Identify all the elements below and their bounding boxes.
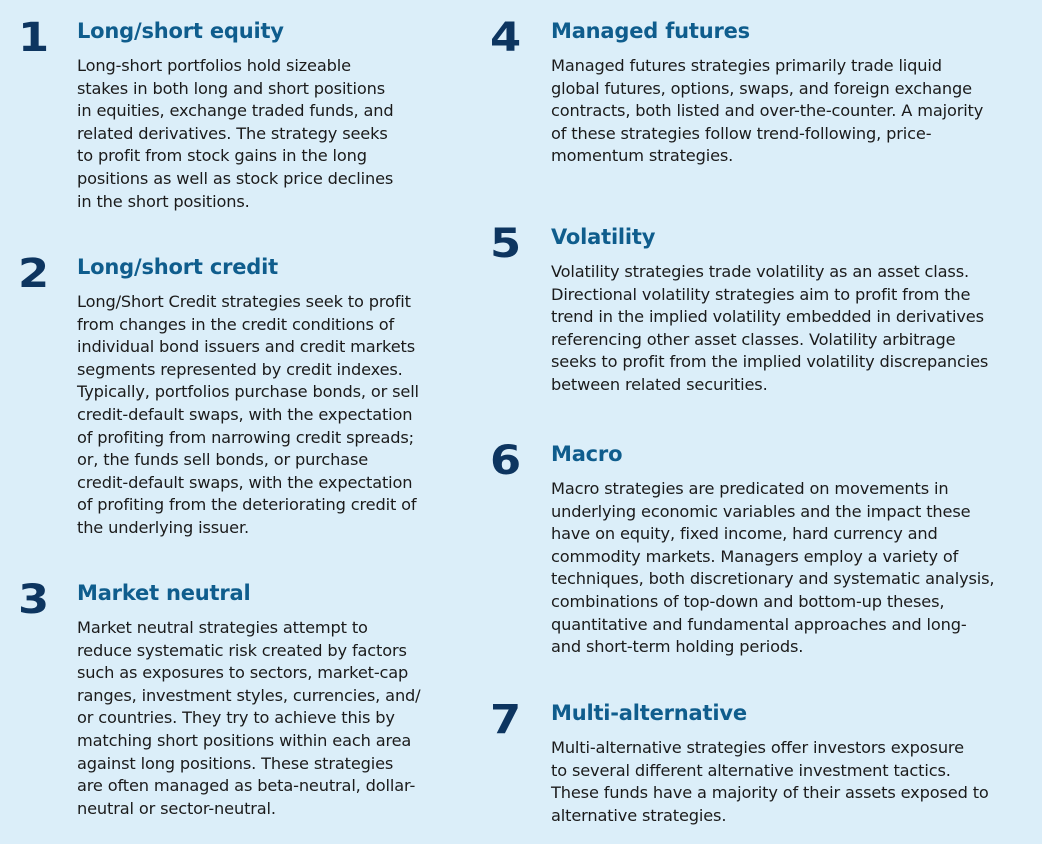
description-line: individual bond issuers and credit markets — [77, 337, 415, 357]
description-line: in the short positions. — [77, 191, 250, 211]
strategy-section-long-short-credit — [18, 251, 468, 544]
description-line: Typically, portfolios purchase bonds, or sell — [77, 382, 419, 402]
description-line: from changes in the credit conditions of — [77, 314, 395, 334]
description-line: or, the funds sell bonds, or purchase — [77, 450, 369, 470]
description-line: combinations of top-down and bottom-up theses, — [551, 591, 945, 611]
section-description — [77, 617, 420, 820]
section-number: 1 — [18, 15, 50, 61]
section-description — [77, 291, 419, 540]
description-line: between related securities. — [551, 374, 768, 394]
description-line: techniques, both discretionary and systematic analysis, — [551, 569, 995, 589]
strategy-section-macro — [490, 438, 1035, 671]
section-number: 7 — [490, 697, 522, 743]
description-line: These funds have a majority of their assets exposed to — [551, 783, 989, 803]
description-line: reduce systematic risk created by factors — [77, 640, 407, 660]
section-number: 3 — [18, 577, 50, 623]
description-line: alternative strategies. — [551, 805, 727, 825]
section-title: Managed futures — [551, 19, 750, 43]
description-line: Directional volatility strategies aim to profit from the — [551, 284, 971, 304]
description-line: trend in the implied volatility embedded in derivatives — [551, 307, 984, 327]
description-line: such as exposures to sectors, market-cap — [77, 663, 409, 683]
description-line: of these strategies follow trend-following, price- — [551, 123, 932, 143]
description-line: have on equity, fixed income, hard currency and — [551, 524, 938, 544]
description-line: referencing other asset classes. Volatility arbitrage — [551, 329, 956, 349]
section-number: 6 — [490, 438, 522, 484]
section-title: Volatility — [551, 225, 656, 249]
strategy-section-volatility — [490, 221, 1035, 404]
description-line: ranges, investment styles, currencies, and/ — [77, 685, 421, 705]
description-line: Long-short portfolios hold sizeable — [77, 56, 351, 75]
description-line: related derivatives. The strategy seeks — [77, 123, 388, 143]
strategy-section-market-neutral — [18, 577, 468, 830]
description-line: underlying economic variables and the impact these — [551, 501, 971, 521]
section-title: Long/short equity — [77, 19, 284, 43]
description-line: quantitative and fundamental approaches and long- — [551, 614, 967, 634]
section-description — [551, 737, 989, 827]
section-number: 5 — [490, 221, 522, 267]
section-number: 4 — [490, 15, 522, 61]
section-title: Macro — [551, 442, 623, 466]
strategy-section-managed-futures — [490, 15, 1035, 178]
section-description — [551, 478, 994, 659]
description-line: global futures, options, swaps, and foreign exchange — [551, 78, 972, 98]
section-description — [551, 55, 983, 168]
section-title: Multi-alternative — [551, 701, 747, 725]
description-line: seeks to profit from the implied volatility discrepancies — [551, 352, 989, 372]
description-line: Volatility strategies trade volatility as an asset class. — [551, 262, 969, 281]
description-line: credit-default swaps, with the expectation — [77, 404, 413, 424]
description-line: commodity markets. Managers employ a variety of — [551, 546, 959, 566]
strategy-section-multi-alternative — [490, 697, 1035, 835]
description-line: segments represented by credit indexes. — [77, 359, 403, 379]
section-number: 2 — [18, 251, 50, 297]
description-line: stakes in both long and short positions — [77, 78, 385, 98]
description-line: momentum strategies. — [551, 146, 734, 166]
description-line: and short-term holding periods. — [551, 637, 804, 657]
description-line: to several different alternative investment tactics. — [551, 760, 951, 780]
section-title: Market neutral — [77, 581, 251, 605]
description-line: credit-default swaps, with the expectation — [77, 472, 413, 492]
description-line: to profit from stock gains in the long — [77, 146, 367, 166]
section-description — [77, 55, 394, 213]
description-line: matching short positions within each area — [77, 730, 412, 750]
description-line: contracts, both listed and over-the-counter. A majority — [551, 101, 984, 121]
section-title: Long/short credit — [77, 255, 278, 279]
description-line: Managed futures strategies primarily trade liquid — [551, 56, 942, 75]
description-line: in equities, exchange traded funds, and — [77, 101, 394, 121]
description-line: Long/Short Credit strategies seek to profit — [77, 292, 411, 311]
description-line: positions as well as stock price declines — [77, 168, 394, 188]
description-line: Market neutral strategies attempt to — [77, 618, 368, 637]
strategy-section-long-short-equity — [18, 15, 458, 218]
description-line: are often managed as beta-neutral, dollar- — [77, 776, 416, 796]
description-line: neutral or sector-neutral. — [77, 798, 276, 818]
description-line: Multi-alternative strategies offer investors exposure — [551, 738, 964, 757]
description-line: of profiting from narrowing credit spreads; — [77, 427, 414, 447]
description-line: against long positions. These strategies — [77, 753, 394, 773]
section-description — [551, 261, 988, 397]
description-line: or countries. They try to achieve this by — [77, 708, 395, 728]
description-line: the underlying issuer. — [77, 517, 249, 537]
description-line: Macro strategies are predicated on movements in — [551, 479, 949, 498]
description-line: of profiting from the deteriorating credit of — [77, 495, 417, 515]
